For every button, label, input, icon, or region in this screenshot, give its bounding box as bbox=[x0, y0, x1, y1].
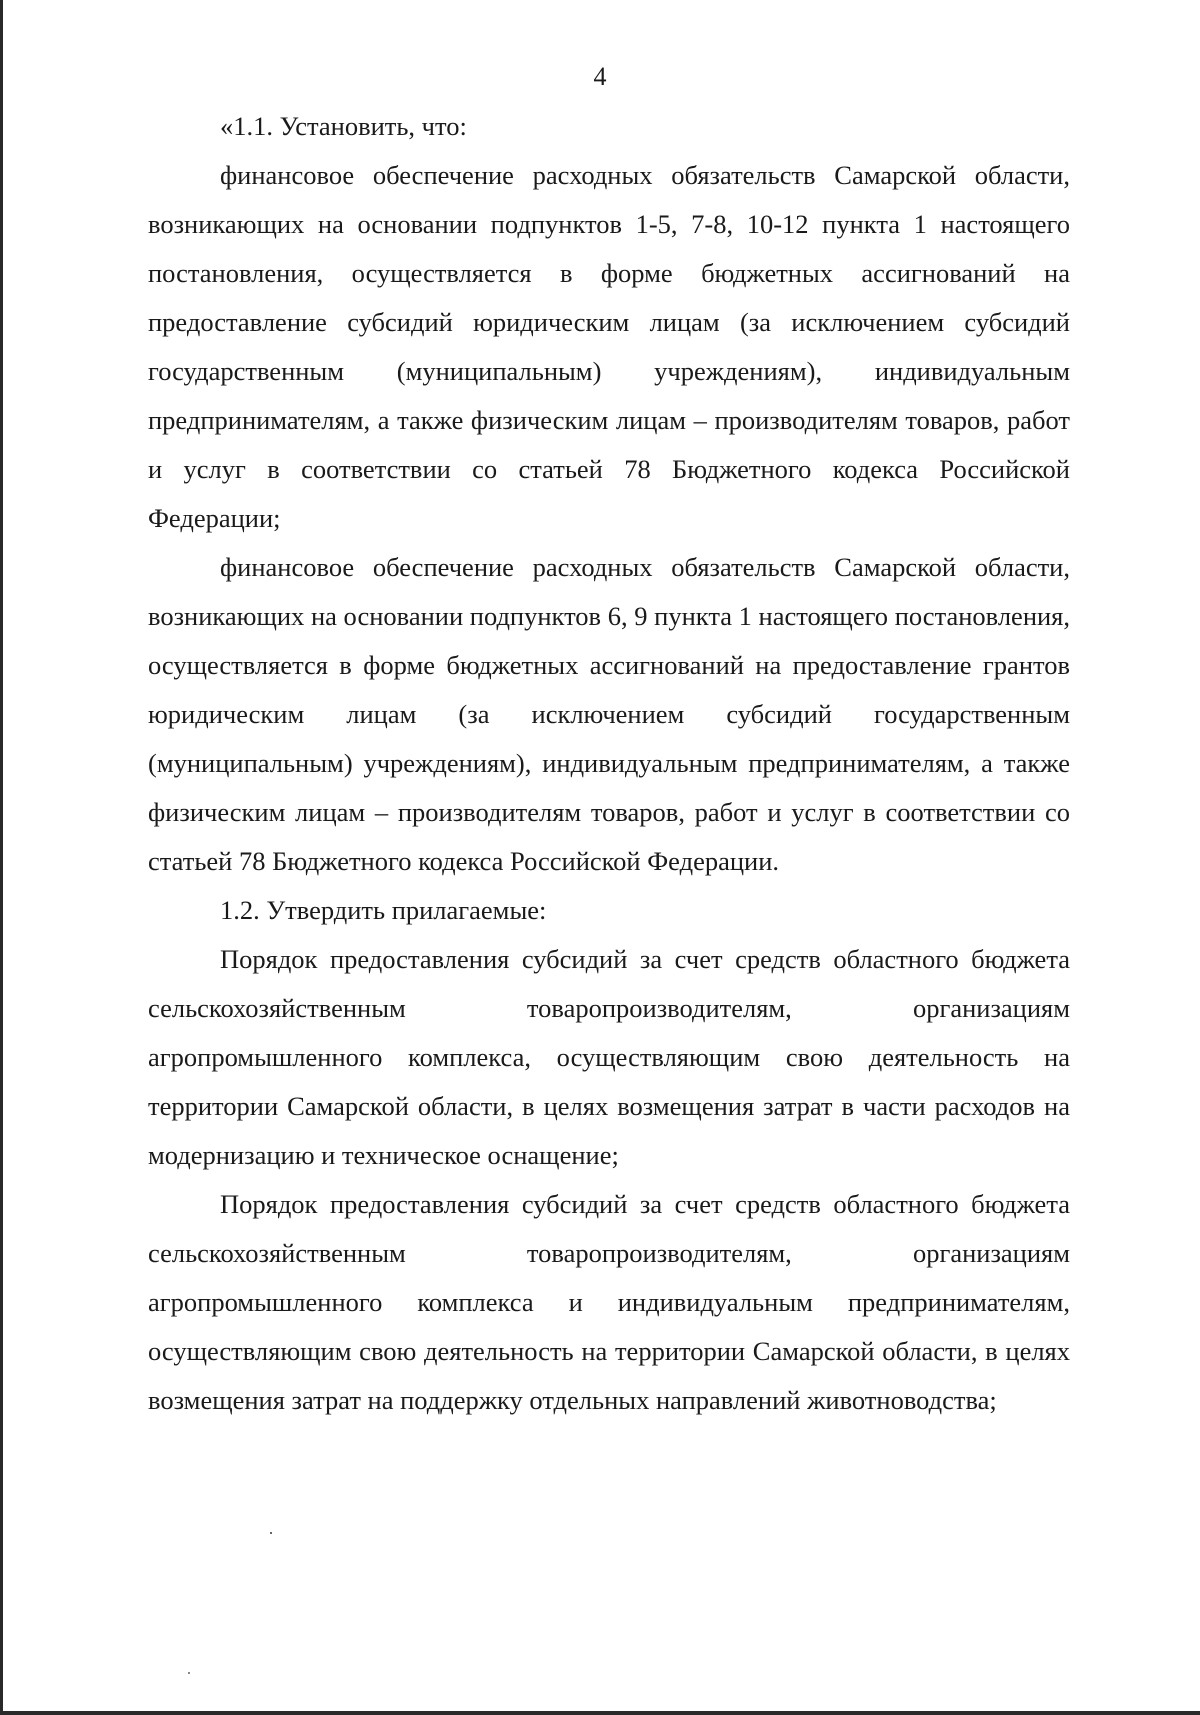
paragraph-clause-1-2: 1.2. Утвердить прилагаемые: bbox=[220, 895, 547, 925]
paragraph-financing-grants: финансовое обеспечение расходных обязательств Самарской области, возникающих на основании подпунктов 6, 9 пункта 1 настоящего постановления, осуществляется в форме бюджетных ассигнований на предоставление грантов юридическим лицам (за исключением субсидий государственным (муниципальным) учреждениям), индивидуальным предпринимателям, а также физическим лицам – производителям товаров, работ и услуг в соответствии со статьей 78 Бюджетного кодекса Российской Федерации. bbox=[148, 552, 1070, 876]
page-number: 4 bbox=[593, 62, 607, 91]
scan-border-left bbox=[0, 0, 3, 1715]
scan-speck bbox=[270, 1532, 272, 1534]
paragraph-financing-subsidies: финансовое обеспечение расходных обязательств Самарской области, возникающих на основании подпунктов 1-5, 7-8, 10-12 пункта 1 настоящего постановления, осуществляется в форме бюджетных ассигнований на предоставление субсидий юридическим лицам (за исключением субсидий государственным (муниципальным) учреждениям), индивидуальным предпринимателям, а также физическим лицам – производителям товаров, работ и услуг в соответствии со статьей 78 Бюджетного кодекса Российской Федерации; bbox=[148, 160, 1070, 533]
paragraph-procedure-modernization: Порядок предоставления субсидий за счет средств областного бюджета сельскохозяйственным товаропроизводителям, организациям агропромышленного комплекса, осуществляющим свою деятельность на территории Самарской области, в целях возмещения затрат в части расходов на модернизацию и техническое оснащение; bbox=[148, 944, 1070, 1170]
paragraph-procedure-livestock: Порядок предоставления субсидий за счет средств областного бюджета сельскохозяйственным товаропроизводителям, организациям агропромышленного комплекса и индивидуальным предпринимателям, осуществляющим свою деятельность на территории Самарской области, в целях возмещения затрат на поддержку отдельных направлений животноводства; bbox=[148, 1189, 1070, 1415]
scan-speck bbox=[188, 1672, 190, 1674]
paragraph-clause-1-1: «1.1. Установить, что: bbox=[220, 111, 467, 141]
document-body bbox=[148, 102, 1070, 1425]
scan-border-bottom bbox=[0, 1711, 1200, 1715]
